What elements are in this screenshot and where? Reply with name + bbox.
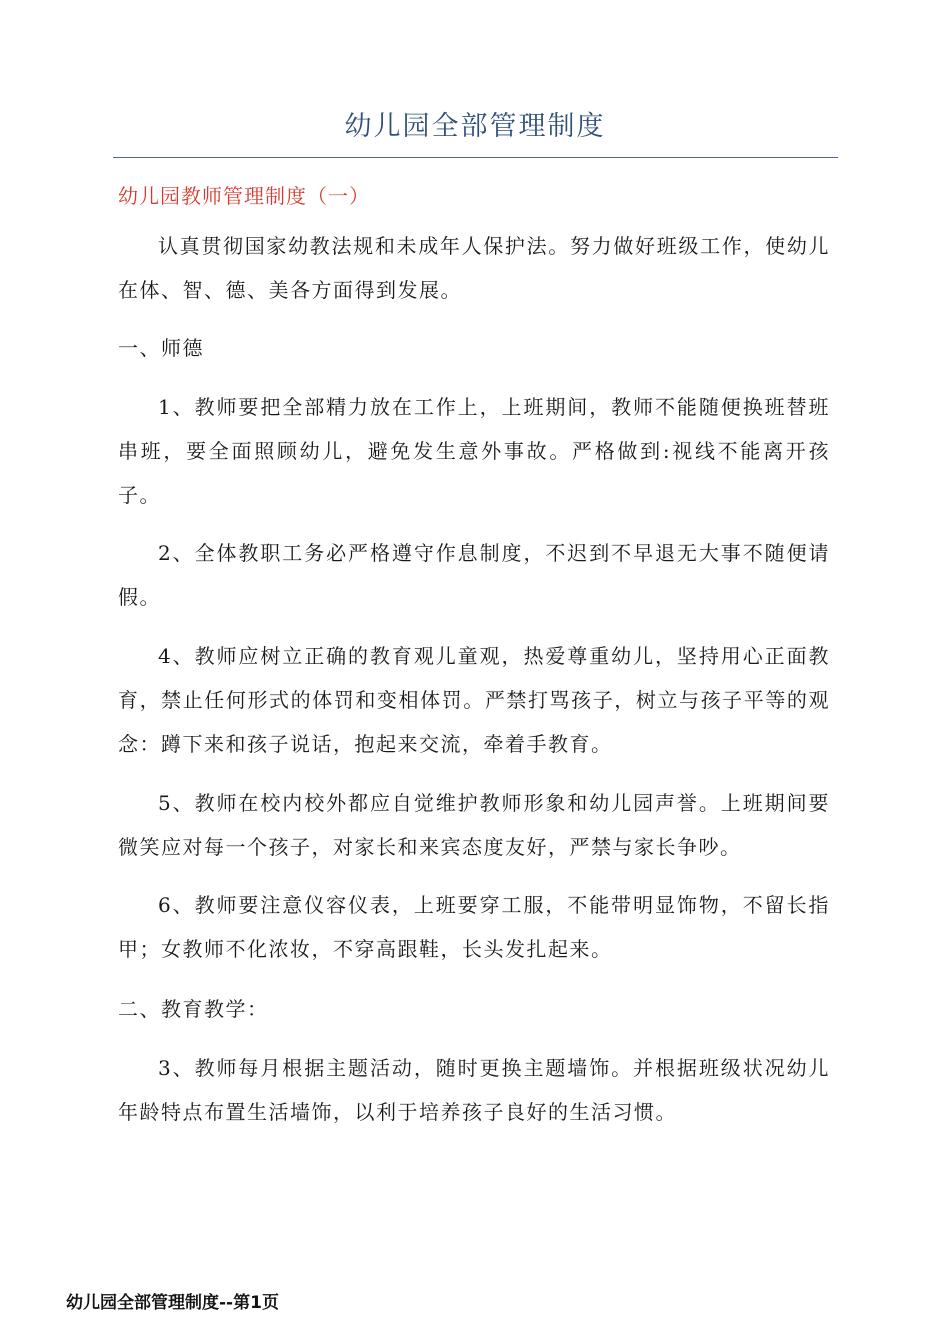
- paragraph-item-5: 5、教师在校内校外都应自觉维护教师形象和幼儿园声誉。上班期间要微笑应对每一个孩子，对家长和来宾态度友好，严禁与家长争吵。: [118, 791, 830, 859]
- paragraph-item-3: 3、教师每月根据主题活动，随时更换主题墙饰。并根据班级状况幼儿年龄特点布置生活墙饰，以利于培养孩子良好的生活习惯。: [118, 1056, 830, 1124]
- page-footer: 幼儿园全部管理制度--第1页: [66, 1293, 279, 1313]
- paragraph-item-2: 2、全体教职工务必严格遵守作息制度，不迟到不早退无大事不随便请假。: [118, 541, 830, 609]
- page-title: 幼儿园全部管理制度: [344, 111, 606, 142]
- title-divider: [113, 157, 838, 158]
- paragraph-item-4: 4、教师应树立正确的教育观儿童观，热爱尊重幼儿，坚持用心正面教育，禁止任何形式的体罚和变相体罚。严禁打骂孩子，树立与孩子平等的观念：蹲下来和孩子说话，抱起来交流，牵着手教育。: [118, 644, 830, 756]
- heading-teacher-ethics: 一、师德: [118, 336, 204, 360]
- paragraph-item-1: 1、教师要把全部精力放在工作上，上班期间，教师不能随便换班替班串班，要全面照顾幼儿，避免发生意外事故。严格做到:视线不能离开孩子。: [118, 395, 830, 507]
- section-heading: 幼儿园教师管理制度（一）: [118, 184, 370, 208]
- heading-education-teaching: 二、教育教学：: [118, 997, 269, 1021]
- paragraph-item-6: 6、教师要注意仪容仪表，上班要穿工服，不能带明显饰物，不留长指甲；女教师不化浓妆，不穿高跟鞋，长头发扎起来。: [118, 893, 830, 961]
- paragraph-intro: 认真贯彻国家幼教法规和未成年人保护法。努力做好班级工作，使幼儿在体、智、德、美各方面得到发展。: [118, 234, 830, 302]
